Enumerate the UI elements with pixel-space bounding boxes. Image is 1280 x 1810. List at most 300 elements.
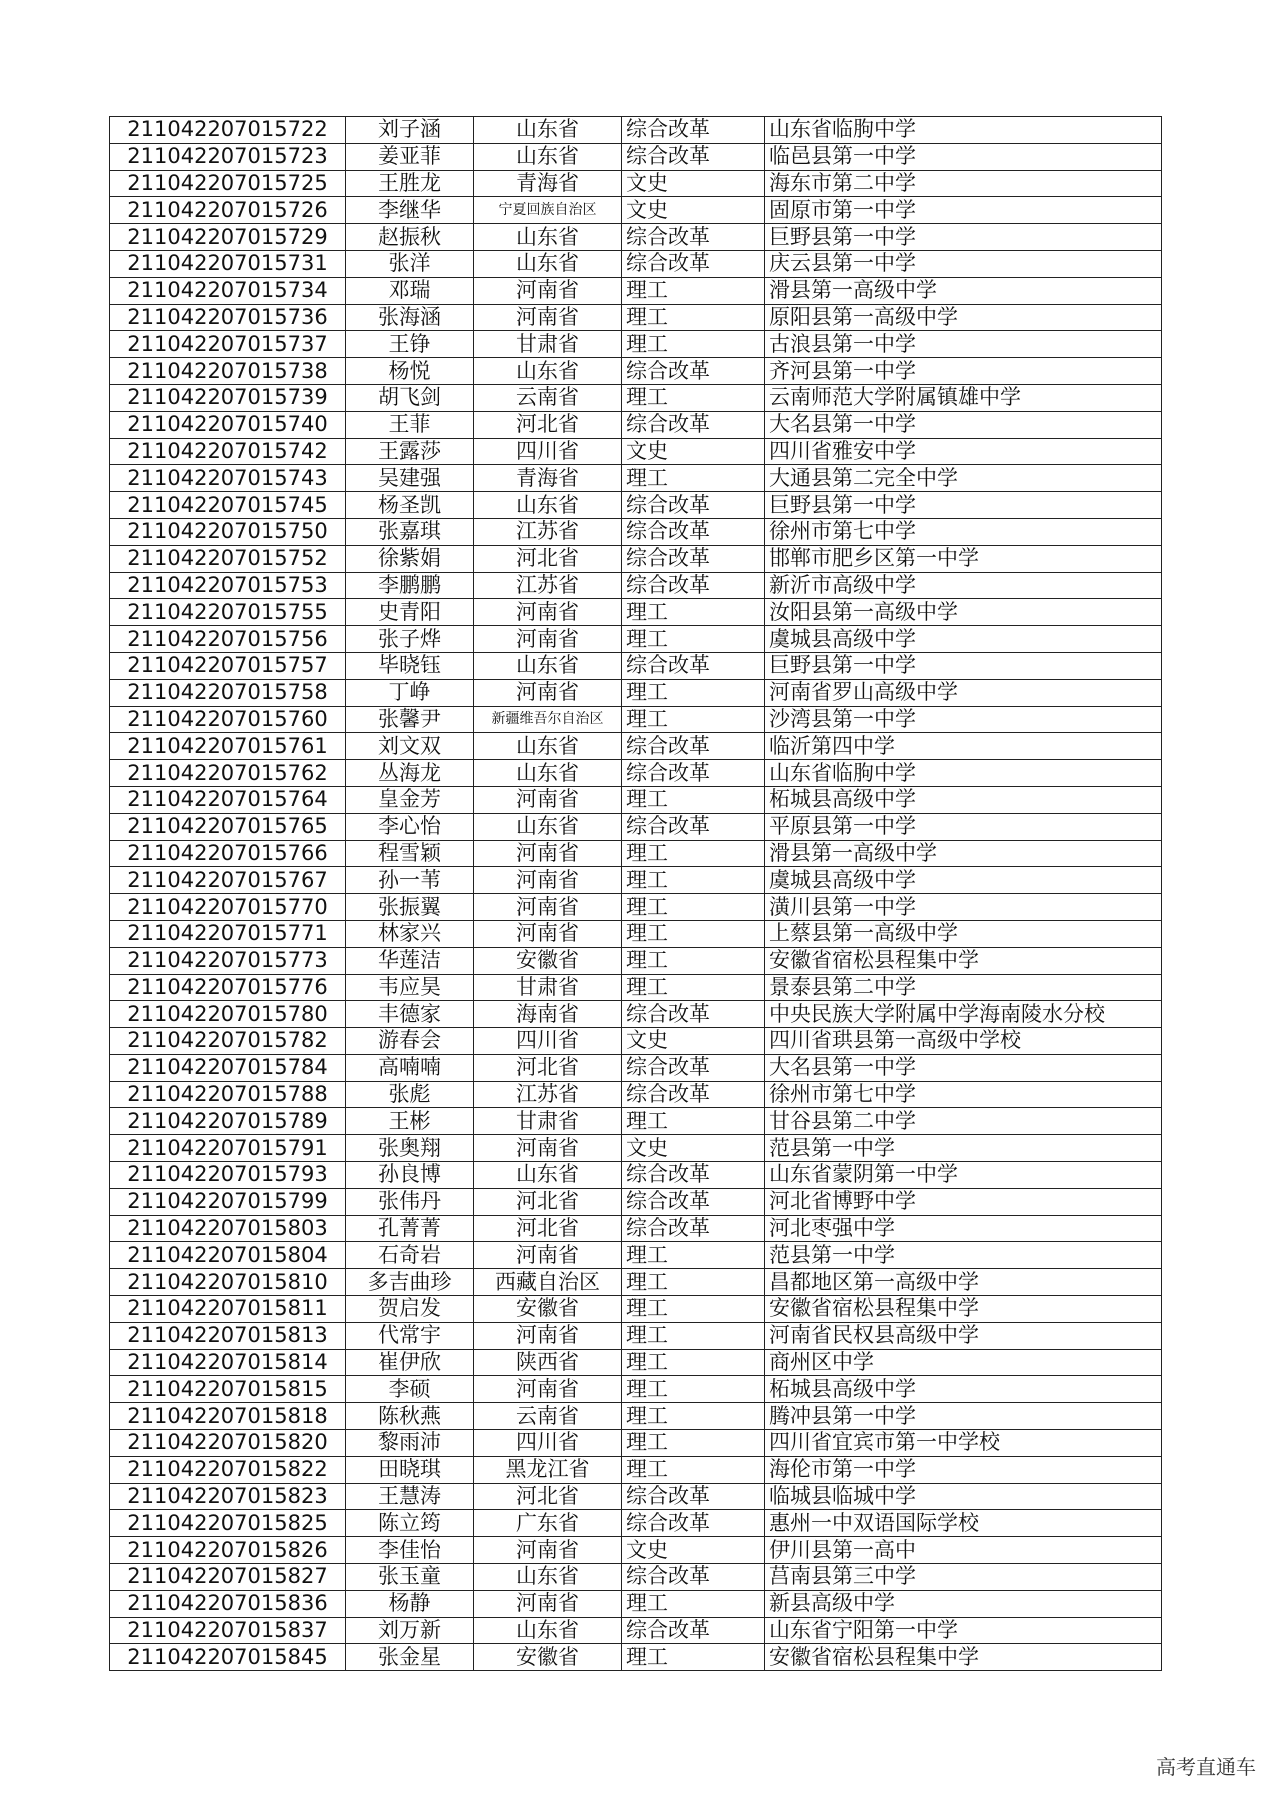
student-id-cell: 211042207015771 (110, 920, 346, 947)
student-id-cell: 211042207015723 (110, 143, 346, 170)
student-id-cell: 211042207015818 (110, 1403, 346, 1430)
subject-type-cell: 理工 (622, 1322, 765, 1349)
school-cell: 腾冲县第一中学 (765, 1403, 1162, 1430)
school-cell: 大名县第一中学 (765, 1054, 1162, 1081)
school-cell: 昌都地区第一高级中学 (765, 1269, 1162, 1296)
student-name-cell: 张奥翔 (346, 1135, 474, 1162)
subject-type-cell: 理工 (622, 974, 765, 1001)
subject-type-cell: 文史 (622, 170, 765, 197)
province-cell: 云南省 (474, 1403, 622, 1430)
student-name-cell: 华莲洁 (346, 947, 474, 974)
school-cell: 山东省临朐中学 (765, 117, 1162, 144)
student-name-cell: 丰德家 (346, 1001, 474, 1028)
subject-type-cell: 理工 (622, 786, 765, 813)
province-cell: 山东省 (474, 143, 622, 170)
student-id-cell: 211042207015799 (110, 1188, 346, 1215)
subject-type-cell: 综合改革 (622, 1001, 765, 1028)
table-row (110, 1162, 1162, 1189)
subject-type-cell: 理工 (622, 1376, 765, 1403)
student-id-cell: 211042207015731 (110, 250, 346, 277)
table-row (110, 1537, 1162, 1564)
student-id-cell: 211042207015757 (110, 652, 346, 679)
province-cell: 河北省 (474, 1054, 622, 1081)
table-row (110, 1242, 1162, 1269)
student-id-cell: 211042207015784 (110, 1054, 346, 1081)
student-name-cell: 孙良博 (346, 1162, 474, 1189)
table-row (110, 143, 1162, 170)
student-name-cell: 刘子涵 (346, 117, 474, 144)
province-cell: 河南省 (474, 1537, 622, 1564)
province-cell: 青海省 (474, 465, 622, 492)
student-id-cell: 211042207015726 (110, 197, 346, 224)
student-name-cell: 多吉曲珍 (346, 1269, 474, 1296)
subject-type-cell: 理工 (622, 277, 765, 304)
school-cell: 莒南县第三中学 (765, 1564, 1162, 1591)
school-cell: 山东省临朐中学 (765, 760, 1162, 787)
table-row (110, 572, 1162, 599)
school-cell: 范县第一中学 (765, 1242, 1162, 1269)
province-cell: 河南省 (474, 1322, 622, 1349)
student-id-cell: 211042207015825 (110, 1510, 346, 1537)
school-cell: 海伦市第一中学 (765, 1456, 1162, 1483)
subject-type-cell: 综合改革 (622, 733, 765, 760)
province-cell: 河北省 (474, 1215, 622, 1242)
province-cell: 山东省 (474, 224, 622, 251)
student-id-cell: 211042207015804 (110, 1242, 346, 1269)
province-cell: 广东省 (474, 1510, 622, 1537)
table-row (110, 1456, 1162, 1483)
student-id-cell: 211042207015761 (110, 733, 346, 760)
subject-type-cell: 综合改革 (622, 117, 765, 144)
student-id-cell: 211042207015836 (110, 1590, 346, 1617)
student-id-cell: 211042207015815 (110, 1376, 346, 1403)
student-id-cell: 211042207015729 (110, 224, 346, 251)
student-name-cell: 王露莎 (346, 438, 474, 465)
province-cell: 甘肃省 (474, 331, 622, 358)
school-cell: 沙湾县第一中学 (765, 706, 1162, 733)
admission-table (109, 116, 1162, 1671)
table-row (110, 1322, 1162, 1349)
student-name-cell: 刘万新 (346, 1617, 474, 1644)
school-cell: 柘城县高级中学 (765, 1376, 1162, 1403)
subject-type-cell: 综合改革 (622, 1617, 765, 1644)
province-cell: 河北省 (474, 411, 622, 438)
province-cell: 河南省 (474, 920, 622, 947)
table-row (110, 1403, 1162, 1430)
table-row (110, 813, 1162, 840)
student-name-cell: 张玉童 (346, 1564, 474, 1591)
student-name-cell: 崔伊欣 (346, 1349, 474, 1376)
province-cell: 河南省 (474, 1376, 622, 1403)
school-cell: 原阳县第一高级中学 (765, 304, 1162, 331)
school-cell: 徐州市第七中学 (765, 518, 1162, 545)
student-id-cell: 211042207015758 (110, 679, 346, 706)
school-cell: 汝阳县第一高级中学 (765, 599, 1162, 626)
table-row (110, 1108, 1162, 1135)
subject-type-cell: 理工 (622, 1644, 765, 1671)
school-cell: 景泰县第二中学 (765, 974, 1162, 1001)
table-row (110, 1028, 1162, 1055)
table-row (110, 1188, 1162, 1215)
student-name-cell: 张馨尹 (346, 706, 474, 733)
subject-type-cell: 理工 (622, 304, 765, 331)
school-cell: 临沂第四中学 (765, 733, 1162, 760)
province-cell: 河南省 (474, 599, 622, 626)
school-cell: 滑县第一高级中学 (765, 277, 1162, 304)
table-row (110, 170, 1162, 197)
student-name-cell: 毕晓钰 (346, 652, 474, 679)
subject-type-cell: 综合改革 (622, 411, 765, 438)
watermark: 高考直通车 (1156, 1755, 1256, 1779)
school-cell: 海东市第二中学 (765, 170, 1162, 197)
subject-type-cell: 文史 (622, 1135, 765, 1162)
student-name-cell: 黎雨沛 (346, 1430, 474, 1457)
student-id-cell: 211042207015820 (110, 1430, 346, 1457)
table-row (110, 599, 1162, 626)
school-cell: 四川省珙县第一高级中学校 (765, 1028, 1162, 1055)
school-cell: 固原市第一中学 (765, 197, 1162, 224)
province-cell: 河北省 (474, 545, 622, 572)
province-cell: 山东省 (474, 1162, 622, 1189)
school-cell: 安徽省宿松县程集中学 (765, 1296, 1162, 1323)
table-row (110, 626, 1162, 653)
student-name-cell: 徐紫娟 (346, 545, 474, 572)
table-row (110, 545, 1162, 572)
student-id-cell: 211042207015734 (110, 277, 346, 304)
table-row (110, 518, 1162, 545)
table-row (110, 1510, 1162, 1537)
student-name-cell: 田晓琪 (346, 1456, 474, 1483)
school-cell: 虞城县高级中学 (765, 867, 1162, 894)
student-name-cell: 王彬 (346, 1108, 474, 1135)
subject-type-cell: 理工 (622, 947, 765, 974)
table-row (110, 786, 1162, 813)
subject-type-cell: 理工 (622, 1590, 765, 1617)
student-id-cell: 211042207015755 (110, 599, 346, 626)
table-row (110, 1135, 1162, 1162)
student-name-cell: 张海涵 (346, 304, 474, 331)
province-cell: 宁夏回族自治区 (474, 197, 622, 224)
province-cell: 黑龙江省 (474, 1456, 622, 1483)
school-cell: 云南师范大学附属镇雄中学 (765, 384, 1162, 411)
student-name-cell: 孔菁菁 (346, 1215, 474, 1242)
student-id-cell: 211042207015740 (110, 411, 346, 438)
student-name-cell: 游春会 (346, 1028, 474, 1055)
student-id-cell: 211042207015766 (110, 840, 346, 867)
table-row (110, 250, 1162, 277)
school-cell: 四川省宜宾市第一中学校 (765, 1430, 1162, 1457)
province-cell: 河南省 (474, 894, 622, 921)
subject-type-cell: 理工 (622, 1242, 765, 1269)
table-row (110, 1483, 1162, 1510)
table-row (110, 947, 1162, 974)
subject-type-cell: 综合改革 (622, 813, 765, 840)
province-cell: 河北省 (474, 1188, 622, 1215)
table-row (110, 1081, 1162, 1108)
student-name-cell: 张子烨 (346, 626, 474, 653)
student-id-cell: 211042207015752 (110, 545, 346, 572)
table-row (110, 304, 1162, 331)
subject-type-cell: 综合改革 (622, 545, 765, 572)
table-row (110, 760, 1162, 787)
subject-type-cell: 理工 (622, 599, 765, 626)
table-row (110, 894, 1162, 921)
table-row (110, 1054, 1162, 1081)
province-cell: 河南省 (474, 1590, 622, 1617)
subject-type-cell: 理工 (622, 840, 765, 867)
subject-type-cell: 综合改革 (622, 1510, 765, 1537)
table-row (110, 733, 1162, 760)
province-cell: 山东省 (474, 1617, 622, 1644)
school-cell: 徐州市第七中学 (765, 1081, 1162, 1108)
table-row (110, 331, 1162, 358)
student-id-cell: 211042207015826 (110, 1537, 346, 1564)
student-id-cell: 211042207015745 (110, 492, 346, 519)
subject-type-cell: 理工 (622, 384, 765, 411)
student-name-cell: 刘文双 (346, 733, 474, 760)
student-name-cell: 李心怡 (346, 813, 474, 840)
student-name-cell: 杨悦 (346, 358, 474, 385)
table-row (110, 117, 1162, 144)
province-cell: 安徽省 (474, 1644, 622, 1671)
subject-type-cell: 综合改革 (622, 1215, 765, 1242)
subject-type-cell: 综合改革 (622, 250, 765, 277)
subject-type-cell: 综合改革 (622, 518, 765, 545)
school-cell: 四川省雅安中学 (765, 438, 1162, 465)
student-id-cell: 211042207015767 (110, 867, 346, 894)
student-name-cell: 李佳怡 (346, 1537, 474, 1564)
province-cell: 河北省 (474, 1483, 622, 1510)
school-cell: 中央民族大学附属中学海南陵水分校 (765, 1001, 1162, 1028)
table-row (110, 411, 1162, 438)
province-cell: 四川省 (474, 1430, 622, 1457)
school-cell: 柘城县高级中学 (765, 786, 1162, 813)
subject-type-cell: 文史 (622, 438, 765, 465)
student-id-cell: 211042207015823 (110, 1483, 346, 1510)
province-cell: 河南省 (474, 304, 622, 331)
province-cell: 安徽省 (474, 1296, 622, 1323)
province-cell: 河南省 (474, 1242, 622, 1269)
subject-type-cell: 理工 (622, 679, 765, 706)
school-cell: 齐河县第一中学 (765, 358, 1162, 385)
table-row (110, 1376, 1162, 1403)
school-cell: 大通县第二完全中学 (765, 465, 1162, 492)
school-cell: 河南省罗山高级中学 (765, 679, 1162, 706)
student-id-cell: 211042207015837 (110, 1617, 346, 1644)
school-cell: 巨野县第一中学 (765, 224, 1162, 251)
school-cell: 巨野县第一中学 (765, 652, 1162, 679)
province-cell: 山东省 (474, 250, 622, 277)
province-cell: 河南省 (474, 840, 622, 867)
student-name-cell: 李硕 (346, 1376, 474, 1403)
student-name-cell: 张彪 (346, 1081, 474, 1108)
province-cell: 海南省 (474, 1001, 622, 1028)
school-cell: 古浪县第一中学 (765, 331, 1162, 358)
student-id-cell: 211042207015793 (110, 1162, 346, 1189)
subject-type-cell: 综合改革 (622, 224, 765, 251)
province-cell: 江苏省 (474, 518, 622, 545)
student-id-cell: 211042207015722 (110, 117, 346, 144)
province-cell: 河南省 (474, 1135, 622, 1162)
student-name-cell: 李继华 (346, 197, 474, 224)
student-name-cell: 高喃喃 (346, 1054, 474, 1081)
subject-type-cell: 综合改革 (622, 492, 765, 519)
school-cell: 临邑县第一中学 (765, 143, 1162, 170)
student-name-cell: 孙一苇 (346, 867, 474, 894)
province-cell: 山东省 (474, 358, 622, 385)
student-id-cell: 211042207015791 (110, 1135, 346, 1162)
province-cell: 西藏自治区 (474, 1269, 622, 1296)
school-cell: 甘谷县第二中学 (765, 1108, 1162, 1135)
student-name-cell: 王铮 (346, 331, 474, 358)
subject-type-cell: 综合改革 (622, 1054, 765, 1081)
student-id-cell: 211042207015756 (110, 626, 346, 653)
province-cell: 安徽省 (474, 947, 622, 974)
table-row (110, 1001, 1162, 1028)
table-row (110, 277, 1162, 304)
province-cell: 江苏省 (474, 572, 622, 599)
table-row (110, 1430, 1162, 1457)
student-id-cell: 211042207015736 (110, 304, 346, 331)
subject-type-cell: 理工 (622, 920, 765, 947)
table-row (110, 1349, 1162, 1376)
student-name-cell: 胡飞剑 (346, 384, 474, 411)
student-id-cell: 211042207015810 (110, 1269, 346, 1296)
subject-type-cell: 文史 (622, 197, 765, 224)
table-row (110, 1564, 1162, 1591)
student-name-cell: 贺启发 (346, 1296, 474, 1323)
school-cell: 惠州一中双语国际学校 (765, 1510, 1162, 1537)
province-cell: 四川省 (474, 438, 622, 465)
student-name-cell: 陈立筠 (346, 1510, 474, 1537)
school-cell: 上蔡县第一高级中学 (765, 920, 1162, 947)
student-name-cell: 张伟丹 (346, 1188, 474, 1215)
subject-type-cell: 文史 (622, 1028, 765, 1055)
province-cell: 四川省 (474, 1028, 622, 1055)
student-id-cell: 211042207015765 (110, 813, 346, 840)
student-name-cell: 邓瑞 (346, 277, 474, 304)
student-id-cell: 211042207015770 (110, 894, 346, 921)
student-id-cell: 211042207015803 (110, 1215, 346, 1242)
student-id-cell: 211042207015822 (110, 1456, 346, 1483)
school-cell: 山东省蒙阴第一中学 (765, 1162, 1162, 1189)
student-name-cell: 代常宇 (346, 1322, 474, 1349)
table-row (110, 465, 1162, 492)
student-id-cell: 211042207015742 (110, 438, 346, 465)
subject-type-cell: 文史 (622, 1537, 765, 1564)
student-id-cell: 211042207015753 (110, 572, 346, 599)
subject-type-cell: 综合改革 (622, 652, 765, 679)
student-id-cell: 211042207015776 (110, 974, 346, 1001)
student-name-cell: 陈秋燕 (346, 1403, 474, 1430)
table-row (110, 1590, 1162, 1617)
subject-type-cell: 综合改革 (622, 1162, 765, 1189)
school-cell: 大名县第一中学 (765, 411, 1162, 438)
school-cell: 河北枣强中学 (765, 1215, 1162, 1242)
table-row (110, 1296, 1162, 1323)
student-id-cell: 211042207015814 (110, 1349, 346, 1376)
student-name-cell: 史青阳 (346, 599, 474, 626)
subject-type-cell: 理工 (622, 1456, 765, 1483)
province-cell: 青海省 (474, 170, 622, 197)
subject-type-cell: 理工 (622, 626, 765, 653)
province-cell: 河南省 (474, 626, 622, 653)
subject-type-cell: 理工 (622, 1403, 765, 1430)
school-cell: 伊川县第一高中 (765, 1537, 1162, 1564)
school-cell: 平原县第一中学 (765, 813, 1162, 840)
subject-type-cell: 综合改革 (622, 358, 765, 385)
subject-type-cell: 理工 (622, 1349, 765, 1376)
table-row (110, 384, 1162, 411)
subject-type-cell: 综合改革 (622, 1483, 765, 1510)
student-name-cell: 吴建强 (346, 465, 474, 492)
student-id-cell: 211042207015827 (110, 1564, 346, 1591)
student-id-cell: 211042207015789 (110, 1108, 346, 1135)
table-row (110, 438, 1162, 465)
province-cell: 河南省 (474, 867, 622, 894)
school-cell: 新县高级中学 (765, 1590, 1162, 1617)
table-row (110, 706, 1162, 733)
province-cell: 河南省 (474, 679, 622, 706)
subject-type-cell: 理工 (622, 465, 765, 492)
student-id-cell: 211042207015739 (110, 384, 346, 411)
province-cell: 山东省 (474, 652, 622, 679)
student-id-cell: 211042207015782 (110, 1028, 346, 1055)
student-id-cell: 211042207015780 (110, 1001, 346, 1028)
student-name-cell: 王菲 (346, 411, 474, 438)
student-name-cell: 王胜龙 (346, 170, 474, 197)
school-cell: 河南省民权县高级中学 (765, 1322, 1162, 1349)
subject-type-cell: 综合改革 (622, 572, 765, 599)
student-name-cell: 程雪颖 (346, 840, 474, 867)
table-row (110, 679, 1162, 706)
subject-type-cell: 理工 (622, 331, 765, 358)
table-row (110, 840, 1162, 867)
province-cell: 山东省 (474, 733, 622, 760)
school-cell: 安徽省宿松县程集中学 (765, 1644, 1162, 1671)
student-name-cell: 林家兴 (346, 920, 474, 947)
province-cell: 江苏省 (474, 1081, 622, 1108)
province-cell: 山东省 (474, 1564, 622, 1591)
school-cell: 安徽省宿松县程集中学 (765, 947, 1162, 974)
student-name-cell: 丛海龙 (346, 760, 474, 787)
subject-type-cell: 理工 (622, 1296, 765, 1323)
subject-type-cell: 理工 (622, 706, 765, 733)
subject-type-cell: 综合改革 (622, 143, 765, 170)
student-name-cell: 姜亚菲 (346, 143, 474, 170)
student-name-cell: 张金星 (346, 1644, 474, 1671)
subject-type-cell: 综合改革 (622, 1564, 765, 1591)
province-cell: 云南省 (474, 384, 622, 411)
student-id-cell: 211042207015725 (110, 170, 346, 197)
province-cell: 山东省 (474, 117, 622, 144)
student-id-cell: 211042207015762 (110, 760, 346, 787)
table-row (110, 974, 1162, 1001)
school-cell: 商州区中学 (765, 1349, 1162, 1376)
province-cell: 甘肃省 (474, 974, 622, 1001)
subject-type-cell: 综合改革 (622, 760, 765, 787)
student-name-cell: 赵振秋 (346, 224, 474, 251)
province-cell: 山东省 (474, 813, 622, 840)
table-row (110, 1617, 1162, 1644)
school-cell: 潢川县第一中学 (765, 894, 1162, 921)
table-row (110, 867, 1162, 894)
subject-type-cell: 综合改革 (622, 1081, 765, 1108)
school-cell: 滑县第一高级中学 (765, 840, 1162, 867)
province-cell: 山东省 (474, 760, 622, 787)
student-name-cell: 王慧涛 (346, 1483, 474, 1510)
school-cell: 虞城县高级中学 (765, 626, 1162, 653)
